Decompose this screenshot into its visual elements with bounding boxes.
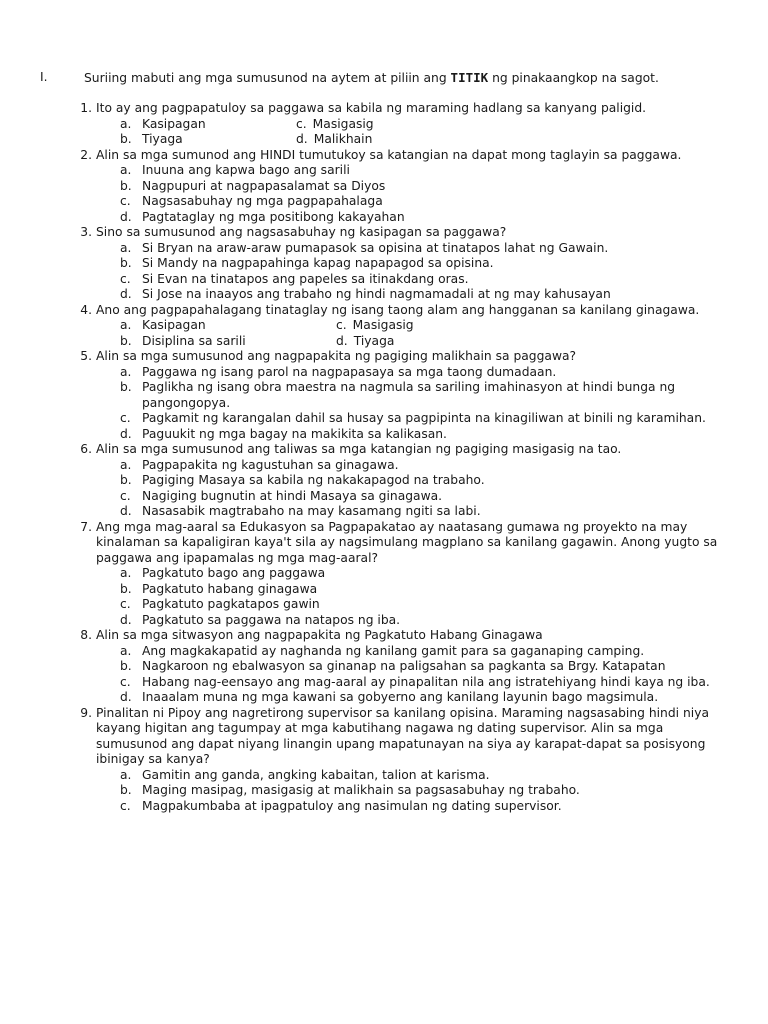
question-text: Ito ay ang pagpapatuloy sa paggawa sa kabila ng maraming hadlang sa kanyang paligid.: [96, 101, 647, 115]
choice-letter: b.: [120, 333, 132, 348]
answer-choice: [120, 271, 736, 288]
choice-letter: c.: [120, 411, 131, 425]
question-item: [80, 225, 736, 303]
choice-letter: b.: [120, 256, 132, 270]
answer-choice: [120, 116, 206, 133]
choice-letter: c.: [120, 674, 131, 689]
choice-letter: c.: [120, 597, 131, 611]
choice-letter: a.: [120, 566, 132, 580]
choice-text: Paggawa ng isang parol na nagpapasaya sa mga taong dumadaan.: [142, 364, 557, 379]
answer-choice: [120, 473, 736, 489]
question-number: 2.: [80, 147, 92, 162]
answer-choice: [336, 318, 414, 334]
choice-letter: c.: [296, 116, 307, 131]
answer-choice: [120, 783, 736, 799]
choice-text: Nagsasabuhay ng mga pagpapahalaga: [142, 194, 383, 208]
choice-letter: d.: [120, 690, 132, 704]
question-number: 7.: [80, 519, 92, 534]
answer-choice: [120, 318, 206, 334]
answer-choice: [120, 256, 736, 272]
answer-choice-row: [120, 116, 736, 133]
question-number: 6.: [80, 442, 92, 456]
choice-text: Nagkaroon ng ebalwasyon sa ginanap na paligsahan sa pagkanta sa Brgy. Katapatan: [142, 659, 666, 673]
answer-choice: [120, 364, 736, 381]
answer-choice: [120, 504, 736, 520]
choice-letter: b.: [120, 783, 132, 797]
question-item: [80, 705, 736, 815]
choice-text: Masigasig: [352, 318, 414, 332]
choice-text: Nagpupuri at nagpapasalamat sa Diyos: [142, 178, 386, 193]
question-item: [80, 519, 736, 629]
answer-choice: [120, 333, 246, 350]
choice-text: Kasipagan: [142, 116, 206, 131]
choice-letter: a.: [120, 643, 132, 658]
choice-letter: a.: [120, 240, 132, 255]
choice-letter: a.: [120, 116, 132, 131]
question-number: 9.: [80, 705, 92, 720]
question-item: [80, 628, 736, 706]
question-number: 1.: [80, 101, 92, 115]
question-number: 5.: [80, 349, 92, 363]
choice-letter: d.: [120, 287, 132, 301]
answer-choices: [96, 644, 736, 706]
choice-letter: a.: [120, 767, 132, 782]
answer-choices: [96, 458, 736, 520]
answer-choices: [96, 365, 736, 443]
answer-choice-row: [120, 132, 736, 148]
question-item: [80, 442, 736, 520]
choice-text: Si Evan na tinatapos ang papeles sa itinakdang oras.: [142, 271, 469, 286]
choice-letter: c.: [120, 271, 131, 286]
answer-choice-row: [120, 318, 736, 334]
instruction-text-before: Suriing mabuti ang mga sumusunod na aytem at piliin ang: [84, 71, 451, 85]
choice-text: Gamitin ang ganda, angking kabaitan, talion at karisma.: [142, 767, 490, 782]
choice-letter: a.: [120, 457, 132, 472]
choice-text: Pagtataglay ng mga positibong kakayahan: [142, 209, 405, 224]
answer-choice: [120, 426, 736, 443]
choice-text: Habang nag-eensayo ang mag-aaral ay pinapalitan nila ang istratehiyang hindi kaya ng iba.: [142, 674, 710, 689]
choice-letter: c.: [120, 798, 131, 813]
answer-choice: [120, 767, 736, 784]
choice-letter: d.: [120, 426, 132, 441]
choice-text: Si Mandy na nagpapahinga kapag napapagod sa opisina.: [142, 256, 494, 270]
answer-choice: [120, 163, 736, 179]
choice-text: Si Jose na inaayos ang trabaho ng hindi nagmamadali at ng may kahusayan: [142, 287, 611, 301]
answer-choice: [120, 209, 736, 226]
answer-choice: [120, 194, 736, 210]
answer-choice: [120, 690, 736, 706]
answer-choices: [96, 163, 736, 225]
question-text: Pinalitan ni Pipoy ang nagretirong supervisor sa kanilang opisina. Maraming nagsasabing hindi niya kayang higitan ang tagumpay at mga kabutihang nagawa ng dating supervisor. Alin sa mga sumusunod ang dapat niyang linangin upang mapatunayan na siya ay karapat-dapat sa posisyong ibinigay sa kanya?: [96, 705, 710, 766]
answer-choice: [120, 488, 736, 505]
question-list: [0, 101, 768, 814]
choice-letter: a.: [120, 318, 132, 332]
choice-letter: b.: [120, 380, 132, 394]
choice-letter: c.: [120, 488, 131, 503]
choice-text: Disiplina sa sarili: [142, 333, 246, 348]
answer-choice: [120, 643, 736, 660]
choice-text: Paglikha ng isang obra maestra na nagmula sa sariling imahinasyon at hindi bunga ng pangongopya.: [142, 380, 676, 410]
choice-text: Kasipagan: [142, 318, 206, 332]
choice-letter: b.: [120, 659, 132, 673]
question-text: Alin sa mga sumunod ang HINDI tumutukoy sa katangian na dapat mong taglayin sa paggawa.: [96, 147, 682, 162]
question-number: 3.: [80, 225, 92, 239]
answer-choice: [120, 240, 736, 257]
answer-choice: [120, 411, 736, 427]
choice-text: Tiyaga: [142, 132, 183, 146]
choice-text: Pagkatuto pagkatapos gawin: [142, 597, 320, 611]
question-number: 8.: [80, 628, 92, 642]
choice-letter: c.: [120, 194, 131, 208]
question-text: Sino sa sumusunod ang nagsasabuhay ng kasipagan sa paggawa?: [96, 225, 507, 239]
question-item: [80, 349, 736, 442]
answer-choice-row: [120, 333, 736, 350]
answer-choice: [296, 117, 374, 133]
choice-letter: d.: [336, 333, 348, 348]
choice-letter: d.: [120, 504, 132, 518]
choice-text: Pagkamit ng karangalan dahil sa husay sa pagpipinta na kinagiliwan at binili ng karamihan.: [142, 411, 706, 425]
question-text: Alin sa mga sumusunod ang taliwas sa mga katangian ng pagiging masigasig na tao.: [96, 442, 622, 456]
answer-choice: [336, 334, 394, 350]
section-number: I.: [40, 70, 48, 84]
choice-text: Masigasig: [312, 116, 374, 131]
choice-text: Si Bryan na araw-araw pumapasok sa opisina at tinatapos lahat ng Gawain.: [142, 240, 609, 255]
choice-text: Magpakumbaba at ipagpatuloy ang nasimulan ng dating supervisor.: [142, 798, 562, 813]
choice-text: Inuuna ang kapwa bago ang sarili: [142, 163, 350, 177]
answer-choice: [120, 380, 736, 411]
choice-letter: b.: [120, 132, 132, 146]
choice-letter: b.: [120, 581, 132, 596]
choice-text: Ang magkakapatid ay naghanda ng kanilang gamit para sa gaganaping camping.: [142, 643, 645, 658]
answer-choices: [96, 318, 736, 349]
answer-choice: [296, 132, 372, 148]
question-number: 4.: [80, 302, 92, 317]
choice-letter: d.: [120, 209, 132, 224]
question-text: Ano ang pagpapahalagang tinataglay ng isang taong alam ang hangganan sa kanilang ginagawa.: [96, 302, 700, 317]
choice-text: Pagpapakita ng kagustuhan sa ginagawa.: [142, 457, 399, 472]
section-heading: [40, 70, 740, 86]
answer-choice: [120, 132, 183, 148]
choice-letter: d.: [296, 132, 308, 146]
answer-choices: [96, 117, 736, 148]
answer-choices: [96, 241, 736, 303]
choice-text: Paguukit ng mga bagay na makikita sa kalikasan.: [142, 426, 447, 441]
question-text: Ang mga mag-aaral sa Edukasyon sa Pagpapakatao ay naatasang gumawa ng proyekto na may kinalaman sa kapaligiran kaya't sila ay nagsimulang magplano sa kanilang gagawin. Anong yugto sa paggawa ang ipapamalas ng mga mag-aaral?: [96, 519, 718, 565]
choice-text: Malikhain: [313, 132, 373, 146]
answer-choice: [120, 566, 736, 582]
choice-text: Pagkatuto bago ang paggawa: [142, 566, 326, 580]
answer-choices: [96, 566, 736, 628]
choice-text: Nasasabik magtrabaho na may kasamang ngiti sa labi.: [142, 504, 481, 518]
choice-text: Inaaalam muna ng mga kawani sa gobyerno ang kanilang layunin bago magsimula.: [142, 690, 659, 704]
answer-choice: [120, 178, 736, 195]
answer-choice: [120, 659, 736, 675]
answer-choice: [120, 457, 736, 474]
choice-letter: b.: [120, 473, 132, 487]
question-item: [80, 101, 736, 148]
answer-choice: [120, 597, 736, 613]
question-text: Alin sa mga sitwasyon ang nagpapakita ng Pagkatuto Habang Ginagawa: [96, 628, 543, 642]
choice-text: Maging masipag, masigasig at malikhain sa pagsasabuhay ng trabaho.: [142, 783, 580, 797]
question-text: Alin sa mga sumusunod ang nagpapakita ng pagiging malikhain sa paggawa?: [96, 349, 577, 363]
answer-choice: [120, 287, 736, 303]
question-item: [80, 147, 736, 226]
section-instruction: [84, 70, 659, 85]
choice-letter: b.: [120, 178, 132, 193]
choice-letter: d.: [120, 612, 132, 627]
answer-choice: [120, 612, 736, 629]
choice-text: Pagkatuto habang ginagawa: [142, 581, 318, 596]
answer-choice: [120, 581, 736, 598]
choice-text: Nagiging bugnutin at hindi Masaya sa ginagawa.: [142, 488, 443, 503]
question-item: [80, 302, 736, 350]
choice-letter: a.: [120, 163, 132, 177]
choice-text: Pagiging Masaya sa kabila ng nakakapagod na trabaho.: [142, 473, 485, 487]
choice-text: Pagkatuto sa paggawa na natapos ng iba.: [142, 612, 401, 627]
choice-letter: a.: [120, 364, 132, 379]
answer-choice: [120, 674, 736, 691]
choice-letter: c.: [336, 318, 347, 332]
answer-choices: [96, 768, 736, 815]
choice-text: Tiyaga: [353, 333, 395, 348]
answer-choice: [120, 798, 736, 815]
instruction-bold-word: TITIK: [450, 70, 489, 85]
instruction-text-after: ng pinakaangkop na sagot.: [488, 71, 659, 85]
